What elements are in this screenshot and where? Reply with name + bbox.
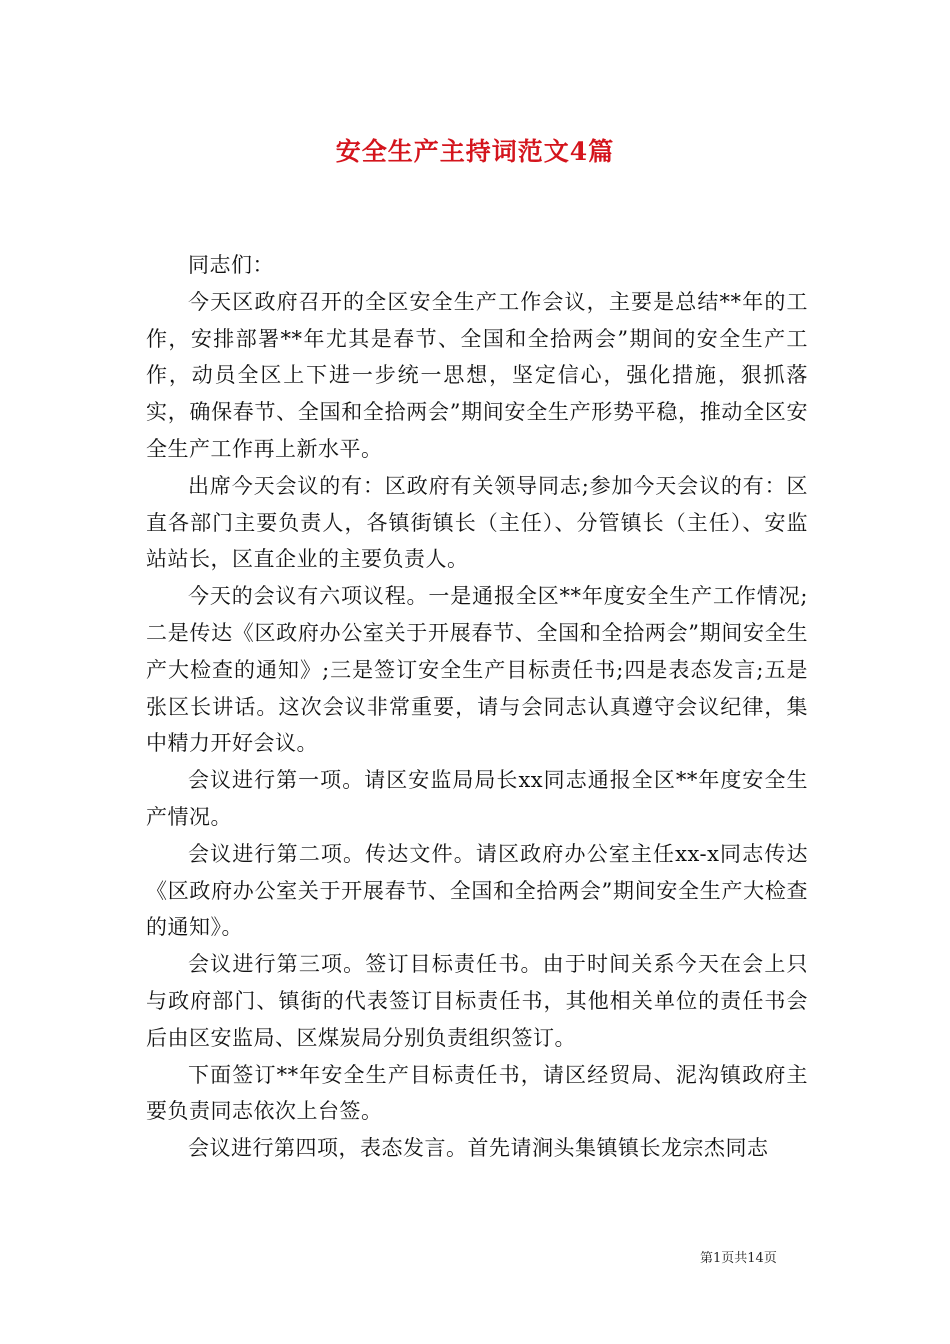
- document-title: 安全生产主持词范文4篇: [335, 137, 615, 166]
- paragraph: 会议进行第二项。传达文件。请区政府办公室主任xx-x同志传达《区政府办公室关于开展春节、全国和全拾两会”期间安全生产大检查的通知》。: [146, 841, 808, 940]
- paragraph: 今天的会议有六项议程。一是通报全区**年度安全生产工作情况;二是传达《区政府办公室关于开展春节、全国和全拾两会”期间安全生产大检查的通知》;三是签订安全生产目标责任书;四是表态发言;五是张区长讲话。这次会议非常重要，请与会同志认真遵守会议纪律，集中精力开好会议。: [146, 584, 808, 756]
- page-number: 第1页共14页: [700, 1251, 777, 1266]
- paragraph: 同志们：: [188, 253, 274, 277]
- paragraph: 出席今天会议的有：区政府有关领导同志;参加今天会议的有：区直各部门主要负责人，各镇街镇长（主任）、分管镇长（主任）、安监站站长，区直企业的主要负责人。: [146, 473, 808, 572]
- paragraph: 下面签订**年安全生产目标责任书，请区经贸局、泥沟镇政府主要负责同志依次上台签。: [146, 1062, 808, 1124]
- paragraph: 会议进行第三项。签订目标责任书。由于时间关系今天在会上只与政府部门、镇街的代表签订目标责任书，其他相关单位的责任书会后由区安监局、区煤炭局分别负责组织签订。: [146, 952, 808, 1050]
- document-body: [146, 247, 808, 1167]
- paragraph: 会议进行第四项，表态发言。首先请涧头集镇镇长龙宗杰同志: [188, 1136, 769, 1161]
- paragraph: 今天区政府召开的全区安全生产工作会议，主要是总结**年的工作，安排部署**年尤其是春节、全国和全拾两会”期间的安全生产工作，动员全区上下进一步统一思想，坚定信心，强化措施，狠抓落实，确保春节、全国和全拾两会”期间安全生产形势平稳，推动全区安全生产工作再上新水平。: [146, 289, 808, 461]
- paragraph: 会议进行第一项。请区安监局局长xx同志通报全区**年度安全生产情况。: [146, 768, 808, 829]
